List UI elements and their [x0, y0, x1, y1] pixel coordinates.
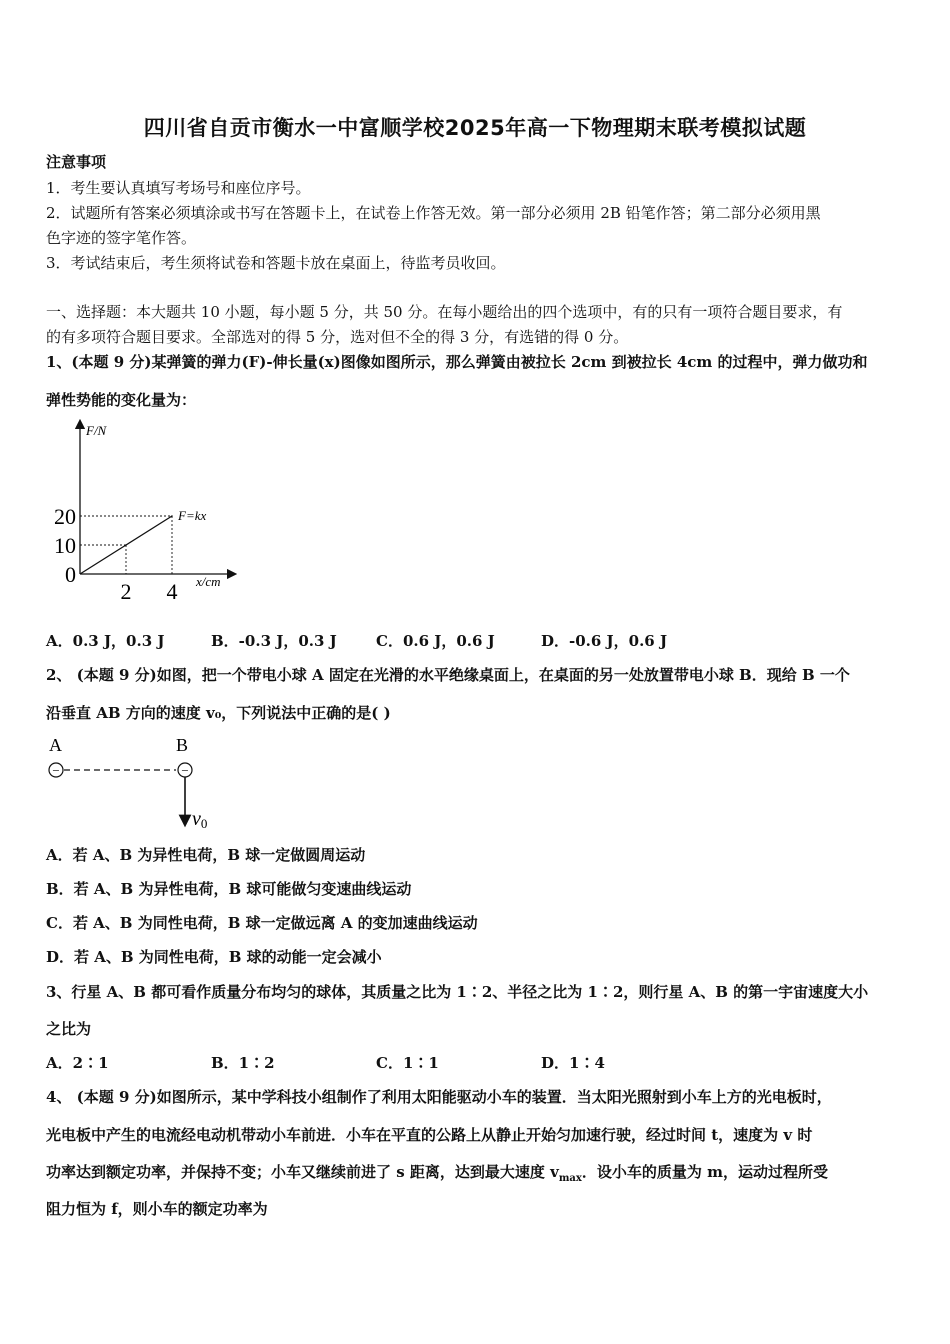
notice-item-2: 2．试题所有答案必须填涂或书写在答题卡上，在试卷上作答无效。第一部分必须用 2B 铅笔作答；第二部分必须用黑 [46, 204, 821, 222]
x-axis-label: x/cm [196, 574, 221, 589]
q2-option-c[interactable]: C．若 A、B 为同性电荷，B 球一定做远离 A 的变加速曲线运动 [46, 914, 478, 932]
notice-item-1: 1．考生要认真填写考场号和座位序号。 [46, 179, 311, 197]
q1-option-d[interactable]: D．-0.6 J，0.6 J [541, 632, 668, 650]
notice-heading: 注意事项 [46, 153, 107, 171]
ball-a-charge: − [52, 763, 60, 778]
q3-option-b[interactable]: B．1∶2 [211, 1054, 275, 1072]
velocity-label: v0 [192, 808, 208, 831]
q2-option-a[interactable]: A．若 A、B 为异性电荷，B 球一定做圆周运动 [46, 846, 366, 864]
q3-option-c[interactable]: C．1∶1 [376, 1054, 439, 1072]
section-intro-line-1: 一、选择题：本大题共 10 小题，每小题 5 分，共 50 分。在每小题给出的四个选项中，有的只有一项符合题目要求，有 [46, 303, 843, 321]
q3-option-a[interactable]: A．2∶1 [46, 1054, 109, 1072]
notice-item-2-cont: 色字迹的签字笔作答。 [46, 229, 197, 247]
q2-figure [40, 733, 230, 833]
q1-option-b[interactable]: B．-0.3 J，0.3 J [211, 632, 337, 650]
ball-a-label: A [49, 735, 62, 755]
y-tick-label: 0 [65, 562, 76, 587]
q4-stem-line-4: 阻力恒为 f，则小车的额定功率为 [46, 1200, 268, 1218]
x-tick-label: 2 [120, 579, 132, 603]
q3-stem-line-2: 之比为 [46, 1020, 92, 1038]
y-tick-label: 20 [54, 504, 76, 529]
q1-option-c[interactable]: C．0.6 J，0.6 J [376, 632, 495, 650]
q2-stem-line-2: 沿垂直 AB 方向的速度 v₀，下列说法中正确的是( ) [46, 704, 391, 722]
q4-stem-line-1: 4、 (本题 9 分)如图所示，某中学科技小组制作了利用太阳能驱动小车的装置．当太阳光照射到小车上方的光电板时， [46, 1088, 832, 1106]
data-point [125, 544, 127, 546]
page-title: 四川省自贡市衡水一中富顺学校2025年高一下物理期末联考模拟试题 [143, 116, 807, 140]
y-axis-label: F/N [86, 423, 107, 438]
section-intro-line-2: 的有多项符合题目要求。全部选对的得 5 分，选对但不全的得 3 分，有选错的得 0 分。 [46, 328, 629, 346]
notice-item-3: 3．考试结束后，考生须将试卷和答题卡放在桌面上，待监考员收回。 [46, 254, 506, 272]
data-point [171, 515, 173, 517]
fx-chart [40, 418, 240, 603]
y-tick-label: 10 [54, 533, 76, 558]
ball-b-charge: − [181, 763, 189, 778]
q1-option-a[interactable]: A．0.3 J，0.3 J [46, 632, 165, 650]
q1-stem-line-1: 1、(本题 9 分)某弹簧的弹力(F)-伸长量(x)图像如图所示，那么弹簧由被拉长 2cm 到被拉长 4cm 的过程中，弹力做功和 [46, 353, 868, 371]
x-tick-label: 4 [166, 579, 178, 603]
line-annotation: F=kx [178, 508, 207, 523]
q4-stem-line-3: 功率达到额定功率，并保持不变；小车又继续前进了 s 距离，达到最大速度 $v_{max}$．设小车的质量为 m，运动过程所受 [46, 1163, 828, 1184]
q2-option-b[interactable]: B．若 A、B 为异性电荷，B 球可能做匀变速曲线运动 [46, 880, 412, 898]
q1-stem-line-2: 弹性势能的变化量为： [46, 391, 197, 409]
q4-stem-line-2: 光电板中产生的电流经电动机带动小车前进．小车在平直的公路上从静止开始匀加速行驶，经过时间 t，速度为 v 时 [46, 1126, 813, 1144]
q2-option-d[interactable]: D．若 A、B 为同性电荷，B 球的动能一定会减小 [46, 948, 382, 966]
q2-stem-line-1: 2、 (本题 9 分)如图，把一个带电小球 A 固定在光滑的水平绝缘桌面上，在桌面的另一处放置带电小球 B．现给 B 一个 [46, 666, 850, 684]
q3-stem-line-1: 3、行星 A、B 都可看作质量分布均匀的球体，其质量之比为 1∶2、半径之比为 1∶2，则行星 A、B 的第一宇宙速度大小 [46, 983, 869, 1001]
ball-b-label: B [176, 735, 189, 755]
q3-option-d[interactable]: D．1∶4 [541, 1054, 605, 1072]
